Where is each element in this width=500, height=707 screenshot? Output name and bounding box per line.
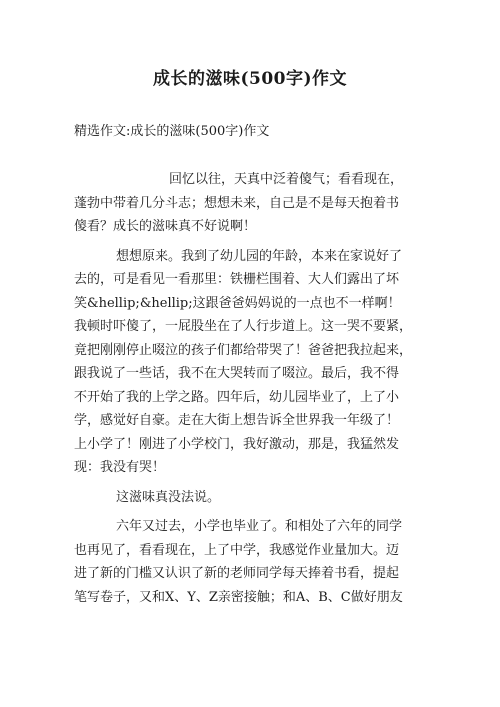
- paragraph-line: 进了新的门槛又认识了新的老师同学每天捧着书看，提起: [74, 566, 400, 581]
- article-subtitle: 精选作文:成长的滋味(500字)作文: [74, 124, 270, 139]
- paragraph-line: 跟我说了一些话，我不在大哭转而了啜泣。最后，我不得: [74, 366, 400, 381]
- paragraph-line: 六年又过去，小学也毕业了。和相处了六年的同学: [116, 519, 403, 534]
- paragraph-line: 竟把刚刚停止啜泣的孩子们都给带哭了！爸爸把我拉起来，: [74, 342, 413, 358]
- paragraph-line: 笔写卷子，又和X、Y、Z亲密接触；和A、B、C做好朋友: [74, 589, 403, 605]
- paragraph-line: 傻看？成长的滋味真不好说啊！: [74, 219, 257, 234]
- paragraph-line: 蓬勃中带着几分斗志；想想未来，自己是不是每天抱着书: [74, 195, 400, 211]
- paragraph-line: 上小学了！刚进了小学校门，我好激动，那是，我猛然发: [74, 436, 400, 452]
- paragraph-line: 不开始了我的上学之路。四年后，幼儿园毕业了，上了小: [74, 389, 400, 405]
- paragraph-line: 去的，可是看见一看那里：铁栅栏围着、大人们露出了坏: [74, 272, 400, 287]
- paragraph-line: 这滋味真没法说。: [116, 489, 221, 505]
- paragraph-line: 学，感觉好自豪。走在大街上想告诉全世界我一年级了！: [74, 413, 400, 428]
- paragraph-line: 我顿时吓傻了，一屁股坐在了人行步道上。这一哭不要紧，: [74, 319, 413, 334]
- paragraph-4: [74, 515, 430, 609]
- paragraph-3: [74, 486, 430, 510]
- paragraph-line: 回忆以往，天真中泛着傻气；看看现在，: [169, 172, 404, 187]
- paragraph-2: [74, 245, 430, 480]
- paragraph-line: 也再见了，看看现在，上了中学，我感觉作业量加大。迈: [74, 542, 400, 558]
- article-body: [74, 168, 430, 615]
- page-title: 成长的滋味(500字)作文: [152, 69, 348, 89]
- paragraph-line: 想想原来。我到了幼儿园的年龄，本来在家说好了: [116, 248, 403, 264]
- paragraph-1: [74, 168, 430, 239]
- paragraph-line: 现：我没有哭！: [74, 460, 166, 475]
- paragraph-line: 笑&hellip;&hellip;这跟爸爸妈妈说的一点也不一样啊！: [74, 295, 401, 311]
